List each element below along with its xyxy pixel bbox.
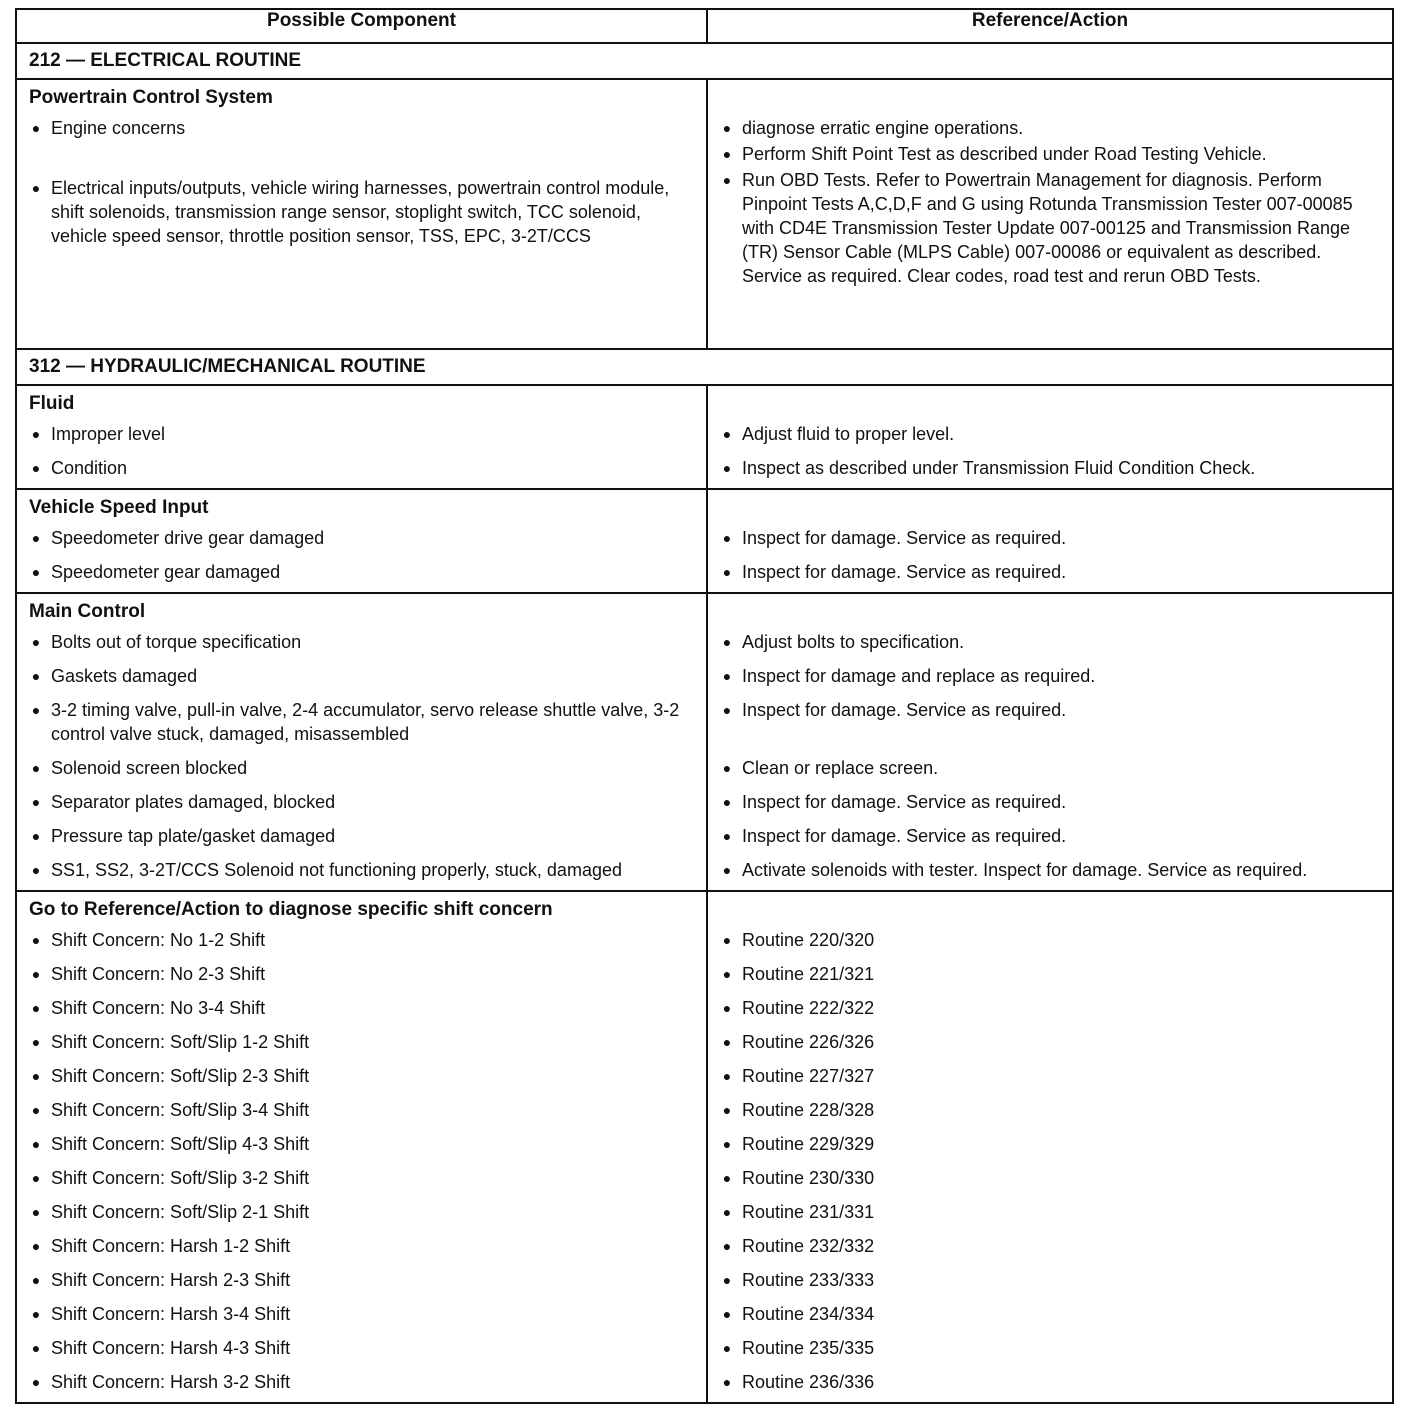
component-item xyxy=(29,664,696,688)
item-text: Routine 232/332 xyxy=(742,1236,875,1256)
item-text: Electrical inputs/outputs, vehicle wiring harnesses, powertrain control module, shift solenoids, transmission range sensor, stoplight switch, TCC solenoid, vehicle speed sensor, throttle position sensor, TSS, EPC, 3-2T/CCS xyxy=(51,178,670,246)
action-item xyxy=(720,756,1382,780)
bullet-icon: ● xyxy=(31,180,41,196)
component-cell xyxy=(16,385,707,489)
bullet-icon: ● xyxy=(722,1068,732,1084)
bullet-icon: ● xyxy=(31,862,41,878)
component-item xyxy=(29,1166,696,1190)
bullet-icon: ● xyxy=(31,1000,41,1016)
item-text: Routine 222/322 xyxy=(742,998,875,1018)
item-text: diagnose erratic engine operations. xyxy=(742,118,1024,138)
bullet-icon: ● xyxy=(722,1374,732,1390)
item-text: Routine 229/329 xyxy=(742,1134,875,1154)
component-item xyxy=(29,456,696,480)
list-spacer xyxy=(29,140,696,170)
action-item xyxy=(720,142,1382,166)
section-row-hydraulic xyxy=(16,349,1393,385)
bullet-icon: ● xyxy=(722,1204,732,1220)
component-item xyxy=(29,756,696,780)
bullet-icon: ● xyxy=(722,862,732,878)
bullet-icon: ● xyxy=(31,966,41,982)
item-text: Solenoid screen blocked xyxy=(51,758,248,778)
component-item xyxy=(29,560,696,584)
section-title-hydraulic: 312 — HYDRAULIC/MECHANICAL ROUTINE xyxy=(16,349,1393,385)
item-text: Inspect for damage and replace as required. xyxy=(742,666,1096,686)
bullet-icon: ● xyxy=(31,668,41,684)
action-item xyxy=(720,824,1382,848)
component-item xyxy=(29,1030,696,1054)
group-row-main-control xyxy=(16,593,1393,891)
action-item xyxy=(720,1166,1382,1190)
item-text: 3-2 timing valve, pull-in valve, 2-4 accumulator, servo release shuttle valve, 3-2 control valve stuck, damaged, misassembled xyxy=(51,700,680,744)
component-cell xyxy=(16,891,707,1403)
header-possible-component: Possible Component xyxy=(16,9,707,43)
item-text: SS1, SS2, 3-2T/CCS Solenoid not functioning properly, stuck, damaged xyxy=(51,860,622,880)
bullet-icon: ● xyxy=(722,1272,732,1288)
item-text: Routine 234/334 xyxy=(742,1304,875,1324)
action-item xyxy=(720,664,1382,688)
item-text: Run OBD Tests. Refer to Powertrain Management for diagnosis. Perform Pinpoint Tests A,C,D,F and G using Rotunda Transmission Tester 007-00085 with CD4E Transmission Tester Update 007-00125 and Transmission Range (TR) Sensor Cable (MLPS Cable) 007-00086 or equivalent as described. Service as required. Clear codes, road test and rerun OBD Tests. xyxy=(742,170,1353,286)
bullet-icon: ● xyxy=(31,794,41,810)
bullet-icon: ● xyxy=(722,760,732,776)
item-text: Inspect for damage. Service as required. xyxy=(742,700,1067,720)
item-text: Inspect as described under Transmission Fluid Condition Check. xyxy=(742,458,1256,478)
bullet-icon: ● xyxy=(31,932,41,948)
action-cell xyxy=(707,79,1393,349)
bullet-icon: ● xyxy=(722,702,732,718)
component-item xyxy=(29,422,696,446)
bullet-icon: ● xyxy=(31,1102,41,1118)
bullet-icon: ● xyxy=(31,1136,41,1152)
header-reference-action: Reference/Action xyxy=(707,9,1393,43)
item-text: Shift Concern: Harsh 3-4 Shift xyxy=(51,1304,291,1324)
bullet-icon: ● xyxy=(31,1238,41,1254)
action-item xyxy=(720,1098,1382,1122)
action-cell xyxy=(707,489,1393,593)
item-text: Shift Concern: No 1-2 Shift xyxy=(51,930,266,950)
section-row-electrical xyxy=(16,43,1393,79)
action-item xyxy=(720,1030,1382,1054)
bullet-icon: ● xyxy=(722,1034,732,1050)
item-text: Routine 236/336 xyxy=(742,1372,875,1392)
component-item xyxy=(29,824,696,848)
item-text: Inspect for damage. Service as required. xyxy=(742,562,1067,582)
component-item xyxy=(29,1234,696,1258)
bullet-icon: ● xyxy=(722,1000,732,1016)
component-item xyxy=(29,116,696,140)
group-row-fluid xyxy=(16,385,1393,489)
item-text: Shift Concern: Soft/Slip 1-2 Shift xyxy=(51,1032,310,1052)
component-item xyxy=(29,928,696,952)
group-row-shift xyxy=(16,891,1393,1403)
bullet-icon: ● xyxy=(31,828,41,844)
component-item xyxy=(29,1370,696,1394)
item-text: Shift Concern: Harsh 1-2 Shift xyxy=(51,1236,291,1256)
action-item xyxy=(720,1234,1382,1258)
bullet-icon: ● xyxy=(722,1136,732,1152)
bullet-icon: ● xyxy=(722,564,732,580)
component-cell xyxy=(16,489,707,593)
action-list xyxy=(708,80,1392,290)
bullet-icon: ● xyxy=(31,460,41,476)
action-item xyxy=(720,1336,1382,1360)
item-text: Improper level xyxy=(51,424,166,444)
action-item xyxy=(720,858,1382,882)
item-text: Engine concerns xyxy=(51,118,186,138)
group-title: Main Control xyxy=(29,601,146,622)
component-item xyxy=(29,1336,696,1360)
item-text: Routine 230/330 xyxy=(742,1168,875,1188)
action-item xyxy=(720,1268,1382,1292)
component-item xyxy=(29,1302,696,1326)
action-item xyxy=(720,526,1382,550)
component-item xyxy=(29,1132,696,1156)
bullet-icon: ● xyxy=(31,426,41,442)
component-item xyxy=(29,858,696,882)
item-text: Shift Concern: Soft/Slip 3-4 Shift xyxy=(51,1100,310,1120)
action-item xyxy=(720,630,1382,654)
bullet-icon: ● xyxy=(722,634,732,650)
bullet-icon: ● xyxy=(722,530,732,546)
diagnosis-table xyxy=(15,8,1394,1404)
item-text: Shift Concern: Soft/Slip 3-2 Shift xyxy=(51,1168,310,1188)
component-item xyxy=(29,1268,696,1292)
bullet-icon: ● xyxy=(722,426,732,442)
bullet-icon: ● xyxy=(722,146,732,162)
bullet-icon: ● xyxy=(31,1340,41,1356)
bullet-icon: ● xyxy=(31,1068,41,1084)
item-text: Clean or replace screen. xyxy=(742,758,939,778)
bullet-icon: ● xyxy=(31,1272,41,1288)
bullet-icon: ● xyxy=(31,120,41,136)
bullet-icon: ● xyxy=(31,702,41,718)
item-text: Routine 226/326 xyxy=(742,1032,875,1052)
group-title: Go to Reference/Action to diagnose specific shift concern xyxy=(29,899,553,920)
bullet-icon: ● xyxy=(722,120,732,136)
component-item xyxy=(29,630,696,654)
item-text: Separator plates damaged, blocked xyxy=(51,792,336,812)
item-text: Pressure tap plate/gasket damaged xyxy=(51,826,336,846)
item-text: Shift Concern: Soft/Slip 2-1 Shift xyxy=(51,1202,310,1222)
action-cell xyxy=(707,385,1393,489)
action-cell xyxy=(707,593,1393,891)
item-text: Routine 231/331 xyxy=(742,1202,875,1222)
bullet-icon: ● xyxy=(722,1340,732,1356)
bullet-icon: ● xyxy=(722,932,732,948)
group-row-electrical xyxy=(16,79,1393,349)
action-item xyxy=(720,1302,1382,1326)
action-item xyxy=(720,962,1382,986)
bullet-icon: ● xyxy=(31,530,41,546)
bullet-icon: ● xyxy=(31,1374,41,1390)
item-text: Routine 227/327 xyxy=(742,1066,875,1086)
component-cell xyxy=(16,79,707,349)
item-text: Shift Concern: Harsh 4-3 Shift xyxy=(51,1338,291,1358)
action-item xyxy=(720,790,1382,814)
item-text: Adjust bolts to specification. xyxy=(742,632,965,652)
action-item xyxy=(720,168,1382,288)
component-item xyxy=(29,698,696,746)
component-item xyxy=(29,1064,696,1088)
item-text: Perform Shift Point Test as described under Road Testing Vehicle. xyxy=(742,144,1267,164)
item-text: Condition xyxy=(51,458,128,478)
item-text: Routine 221/321 xyxy=(742,964,875,984)
action-item xyxy=(720,996,1382,1020)
bullet-icon: ● xyxy=(722,966,732,982)
bullet-icon: ● xyxy=(31,1034,41,1050)
item-text: Shift Concern: Soft/Slip 4-3 Shift xyxy=(51,1134,310,1154)
component-item xyxy=(29,176,696,248)
bullet-icon: ● xyxy=(31,760,41,776)
item-text: Routine 233/333 xyxy=(742,1270,875,1290)
action-item xyxy=(720,1064,1382,1088)
item-text: Routine 228/328 xyxy=(742,1100,875,1120)
item-text: Speedometer gear damaged xyxy=(51,562,281,582)
item-text: Inspect for damage. Service as required. xyxy=(742,528,1067,548)
bullet-icon: ● xyxy=(722,668,732,684)
action-item xyxy=(720,560,1382,584)
component-list xyxy=(17,116,706,250)
item-text: Shift Concern: Harsh 3-2 Shift xyxy=(51,1372,291,1392)
bullet-icon: ● xyxy=(722,460,732,476)
bullet-icon: ● xyxy=(31,564,41,580)
component-item xyxy=(29,790,696,814)
action-item xyxy=(720,1132,1382,1156)
bullet-icon: ● xyxy=(722,828,732,844)
bullet-icon: ● xyxy=(722,1238,732,1254)
item-text: Bolts out of torque specification xyxy=(51,632,302,652)
bullet-icon: ● xyxy=(31,1204,41,1220)
action-cell xyxy=(707,891,1393,1403)
group-title: Vehicle Speed Input xyxy=(29,497,209,518)
bullet-icon: ● xyxy=(31,1170,41,1186)
component-item xyxy=(29,996,696,1020)
bullet-icon: ● xyxy=(722,172,732,188)
item-text: Activate solenoids with tester. Inspect for damage. Service as required. xyxy=(742,860,1308,880)
group-title: Powertrain Control System xyxy=(29,87,273,108)
item-text: Shift Concern: No 3-4 Shift xyxy=(51,998,266,1018)
bullet-icon: ● xyxy=(722,1170,732,1186)
item-text: Inspect for damage. Service as required. xyxy=(742,792,1067,812)
action-item xyxy=(720,928,1382,952)
group-row-speed xyxy=(16,489,1393,593)
action-item xyxy=(720,456,1382,480)
item-text: Gaskets damaged xyxy=(51,666,198,686)
component-item xyxy=(29,1098,696,1122)
item-text: Inspect for damage. Service as required. xyxy=(742,826,1067,846)
bullet-icon: ● xyxy=(31,634,41,650)
action-item xyxy=(720,1370,1382,1394)
section-title-electrical: 212 — ELECTRICAL ROUTINE xyxy=(16,43,1393,79)
component-item xyxy=(29,1200,696,1224)
action-item xyxy=(720,1200,1382,1224)
bullet-icon: ● xyxy=(722,794,732,810)
item-text: Shift Concern: No 2-3 Shift xyxy=(51,964,266,984)
component-item xyxy=(29,526,696,550)
item-text: Adjust fluid to proper level. xyxy=(742,424,955,444)
item-text: Routine 235/335 xyxy=(742,1338,875,1358)
component-item xyxy=(29,962,696,986)
table-header-row xyxy=(16,9,1393,43)
group-title: Fluid xyxy=(29,393,75,414)
action-item xyxy=(720,698,1382,722)
item-text: Speedometer drive gear damaged xyxy=(51,528,325,548)
bullet-icon: ● xyxy=(722,1102,732,1118)
item-text: Shift Concern: Harsh 2-3 Shift xyxy=(51,1270,291,1290)
action-item xyxy=(720,116,1382,140)
action-item xyxy=(720,422,1382,446)
item-text: Routine 220/320 xyxy=(742,930,875,950)
item-text: Shift Concern: Soft/Slip 2-3 Shift xyxy=(51,1066,310,1086)
bullet-icon: ● xyxy=(31,1306,41,1322)
bullet-icon: ● xyxy=(722,1306,732,1322)
component-cell xyxy=(16,593,707,891)
